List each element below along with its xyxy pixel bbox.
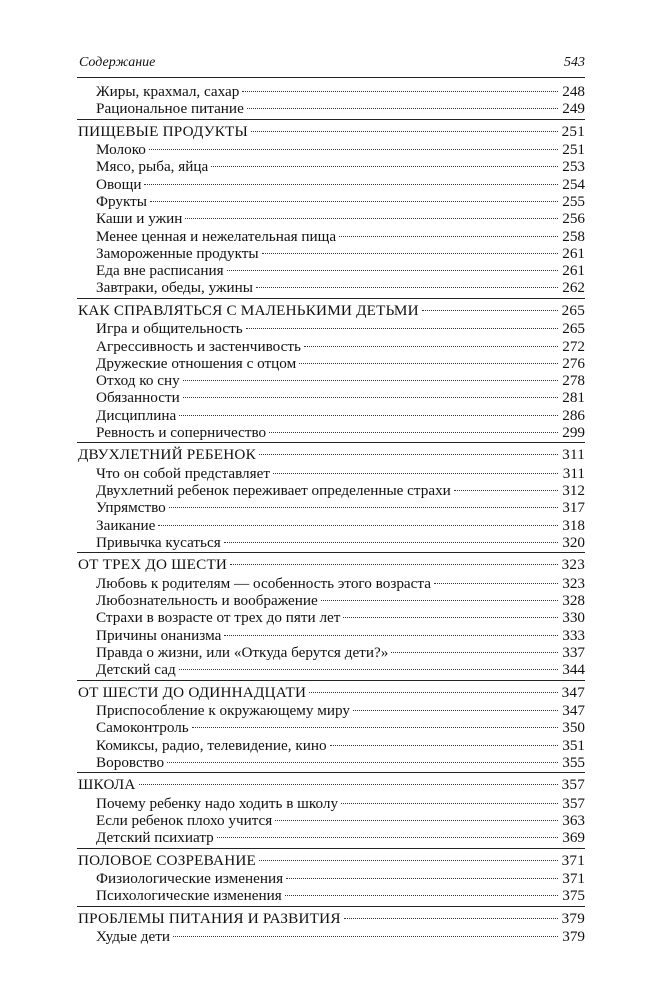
entry-title: Двухлетний ребенок переживает определенные страхи [96, 482, 451, 500]
dot-leader [150, 201, 558, 202]
toc-chapter-entry [77, 302, 585, 321]
page-number: 254 [562, 175, 585, 193]
toc-entry [77, 210, 585, 227]
dot-leader [353, 710, 558, 711]
dot-leader [269, 432, 558, 433]
page-number: 363 [562, 812, 585, 830]
page-number: 299 [562, 424, 585, 442]
entry-title: Обязанности [96, 389, 180, 407]
dot-leader [211, 166, 558, 167]
entry-title: Комиксы, радио, телевидение, кино [96, 736, 327, 754]
toc-entry [77, 661, 585, 678]
page-number: 286 [562, 406, 585, 424]
toc-entry [77, 279, 585, 296]
page-number: 355 [562, 754, 585, 771]
toc-entry [77, 407, 585, 424]
toc-chapter-entry [77, 776, 585, 795]
toc-entry [77, 702, 585, 719]
entry-title: Привычка кусаться [96, 534, 221, 552]
header-page-number: 543 [564, 55, 585, 70]
dot-leader [149, 149, 558, 150]
chapter-title: ШКОЛА [78, 776, 136, 794]
entry-title: Почему ребенку надо ходить в школу [96, 794, 339, 812]
page-number: 265 [561, 301, 585, 319]
dot-leader [192, 727, 558, 728]
dot-leader [230, 564, 558, 565]
page-number: 328 [562, 592, 585, 610]
header-title: Содержание [79, 55, 156, 70]
page-number: 323 [562, 574, 585, 592]
toc-entry [77, 482, 585, 499]
page-number: 337 [562, 644, 585, 662]
dot-leader [242, 91, 558, 92]
dot-leader [217, 837, 558, 838]
toc-entry [77, 534, 585, 551]
toc-entry [77, 193, 585, 210]
toc-entry [77, 719, 585, 736]
toc-entry [77, 627, 585, 644]
chapter-title: ПОЛОВОЕ СОЗРЕВАНИЕ [78, 851, 257, 869]
dot-leader [173, 936, 558, 937]
page-number: 311 [562, 446, 585, 464]
toc-entry [77, 83, 585, 100]
page-number: 333 [562, 626, 585, 644]
page-number: 357 [561, 776, 585, 794]
dot-leader [341, 803, 558, 804]
chapter-title: ОТ ТРЕХ ДО ШЕСТИ [78, 556, 228, 574]
toc-section [77, 556, 585, 680]
page-number: 317 [562, 499, 585, 517]
dot-leader [256, 287, 558, 288]
toc-entry [77, 262, 585, 279]
toc-entry [77, 228, 585, 245]
entry-title: Каши и ужин [96, 210, 183, 228]
entry-title: Правда о жизни, или «Откуда берутся дети?» [96, 644, 389, 662]
dot-leader [321, 600, 558, 601]
page-number: 261 [562, 244, 585, 262]
page-number: 357 [562, 794, 585, 812]
chapter-title: ДВУХЛЕТНИЙ РЕБЕНОК [78, 446, 256, 464]
entry-title: Причины онанизма [96, 626, 222, 644]
page-number: 371 [562, 870, 585, 888]
dot-leader [299, 363, 558, 364]
entry-title: Физиологические изменения [96, 870, 284, 888]
dot-leader [275, 820, 558, 821]
toc-section [77, 123, 585, 299]
entry-title: Дисциплина [96, 406, 177, 424]
running-header [77, 53, 585, 78]
page-number: 347 [561, 683, 585, 701]
entry-title: Завтраки, обеды, ужины [96, 279, 253, 297]
entry-title: Что он собой представляет [96, 464, 271, 482]
toc-entry [77, 355, 585, 372]
entry-title: Жиры, крахмал, сахар [96, 83, 240, 100]
entry-title: Воровство [96, 754, 165, 771]
toc-section [77, 776, 585, 848]
page-number: 265 [562, 320, 585, 338]
entry-title: Менее ценная и нежелательная пища [96, 227, 337, 245]
dot-leader [259, 860, 558, 861]
dot-leader [434, 583, 558, 584]
dot-leader [246, 328, 558, 329]
entry-title: Детский сад [96, 661, 176, 679]
dot-leader [259, 454, 558, 455]
toc-entry [77, 100, 585, 117]
page-number: 251 [562, 141, 585, 159]
page-number: 351 [562, 736, 585, 754]
chapter-title: ПИЩЕВЫЕ ПРОДУКТЫ [78, 122, 248, 140]
dot-leader [339, 236, 558, 237]
entry-title: Приспособление к окружающему миру [96, 702, 351, 720]
page-number: 258 [562, 227, 585, 245]
page-number: 272 [562, 337, 585, 355]
entry-title: Дружеские отношения с отцом [96, 354, 297, 372]
toc-entry [77, 575, 585, 592]
toc-entry [77, 887, 585, 904]
page-number: 323 [561, 556, 585, 574]
dot-leader [144, 184, 558, 185]
page-number: 375 [562, 887, 585, 905]
toc-entry [77, 829, 585, 846]
entry-title: Любовь к родителям — особенность этого возраста [96, 574, 431, 592]
dot-leader [183, 380, 558, 381]
dot-leader [224, 542, 558, 543]
entry-title: Отход ко сну [96, 372, 180, 390]
dot-leader [227, 270, 558, 271]
dot-leader [286, 878, 558, 879]
dot-leader [343, 617, 558, 618]
toc-entry [77, 644, 585, 661]
toc-entry [77, 465, 585, 482]
dot-leader [183, 397, 558, 398]
entry-title: Упрямство [96, 499, 166, 517]
dot-leader [167, 762, 558, 763]
toc-entry [77, 245, 585, 262]
entry-title: Агрессивность и застенчивость [96, 337, 301, 355]
toc-entry [77, 795, 585, 812]
dot-leader [262, 253, 558, 254]
toc-entry [77, 424, 585, 441]
entry-title: Еда вне расписания [96, 262, 224, 280]
toc-section [77, 83, 585, 120]
toc-section [77, 446, 585, 553]
entry-title: Детский психиатр [96, 829, 214, 847]
page-number: 278 [562, 372, 585, 390]
dot-leader [304, 346, 558, 347]
entry-title: Ревность и соперничество [96, 424, 267, 442]
page-number: 249 [562, 100, 585, 118]
dot-leader [344, 918, 558, 919]
page-number: 371 [561, 851, 585, 869]
page-number: 379 [562, 928, 585, 946]
page-number: 330 [562, 609, 585, 627]
toc-chapter-entry [77, 684, 585, 703]
table-of-contents [77, 83, 585, 950]
page-number: 344 [562, 661, 585, 679]
toc-section [77, 302, 585, 444]
toc-entry [77, 499, 585, 516]
entry-title: Худые дети [96, 928, 170, 946]
dot-leader [454, 490, 558, 491]
dot-leader [158, 525, 558, 526]
page-number: 248 [562, 83, 585, 100]
page-number: 379 [561, 909, 585, 927]
entry-title: Психологические изменения [96, 887, 282, 905]
page-number: 281 [562, 389, 585, 407]
toc-entry [77, 176, 585, 193]
page-number: 312 [562, 482, 585, 500]
toc-entry [77, 737, 585, 754]
dot-leader [330, 745, 558, 746]
page-number: 320 [562, 534, 585, 552]
chapter-title: КАК СПРАВЛЯТЬСЯ С МАЛЕНЬКИМИ ДЕТЬМИ [78, 301, 419, 319]
toc-entry [77, 372, 585, 389]
toc-chapter-entry [77, 910, 585, 929]
entry-title: Мясо, рыба, яйца [96, 158, 209, 176]
dot-leader [273, 473, 558, 474]
dot-leader [391, 652, 558, 653]
dot-leader [309, 692, 558, 693]
entry-title: Самоконтроль [96, 719, 189, 737]
dot-leader [179, 415, 558, 416]
page-number: 253 [562, 158, 585, 176]
page-number: 350 [562, 719, 585, 737]
page-number: 311 [562, 464, 585, 482]
entry-title: Фрукты [96, 192, 148, 210]
toc-entry [77, 609, 585, 626]
toc-entry [77, 158, 585, 175]
entry-title: Любознательность и воображение [96, 592, 318, 610]
page-number: 262 [562, 279, 585, 297]
page-number: 276 [562, 354, 585, 372]
toc-entry [77, 389, 585, 406]
dot-leader [169, 507, 558, 508]
entry-title: Если ребенок плохо учится [96, 812, 273, 830]
entry-title: Рациональное питание [96, 100, 244, 118]
toc-entry [77, 517, 585, 534]
toc-entry [77, 338, 585, 355]
entry-title: Игра и общительность [96, 320, 243, 338]
chapter-title: ПРОБЛЕМЫ ПИТАНИЯ И РАЗВИТИЯ [78, 909, 341, 927]
entry-title: Молоко [96, 141, 146, 159]
dot-leader [422, 310, 558, 311]
toc-entry [77, 870, 585, 887]
toc-chapter-entry [77, 446, 585, 465]
page-number: 256 [562, 210, 585, 228]
toc-section [77, 852, 585, 907]
entry-title: Замороженные продукты [96, 244, 259, 262]
toc-chapter-entry [77, 852, 585, 871]
entry-title: Заикание [96, 516, 156, 534]
page-number: 261 [562, 262, 585, 280]
entry-title: Страхи в возрасте от трех до пяти лет [96, 609, 341, 627]
dot-leader [251, 131, 558, 132]
page-number: 347 [562, 702, 585, 720]
toc-entry [77, 592, 585, 609]
dot-leader [247, 108, 558, 109]
dot-leader [285, 895, 558, 896]
page-number: 318 [562, 516, 585, 534]
toc-chapter-entry [77, 123, 585, 142]
toc-section [77, 684, 585, 774]
toc-section [77, 910, 585, 947]
toc-entry [77, 141, 585, 158]
entry-title: Овощи [96, 175, 142, 193]
dot-leader [224, 635, 558, 636]
dot-leader [185, 218, 558, 219]
toc-entry [77, 928, 585, 945]
toc-entry [77, 812, 585, 829]
toc-entry [77, 754, 585, 771]
toc-chapter-entry [77, 556, 585, 575]
page-number: 369 [562, 829, 585, 847]
chapter-title: ОТ ШЕСТИ ДО ОДИННАДЦАТИ [78, 683, 307, 701]
toc-entry [77, 320, 585, 337]
dot-leader [179, 669, 558, 670]
page-number: 251 [561, 122, 585, 140]
page-number: 255 [562, 192, 585, 210]
dot-leader [139, 784, 558, 785]
